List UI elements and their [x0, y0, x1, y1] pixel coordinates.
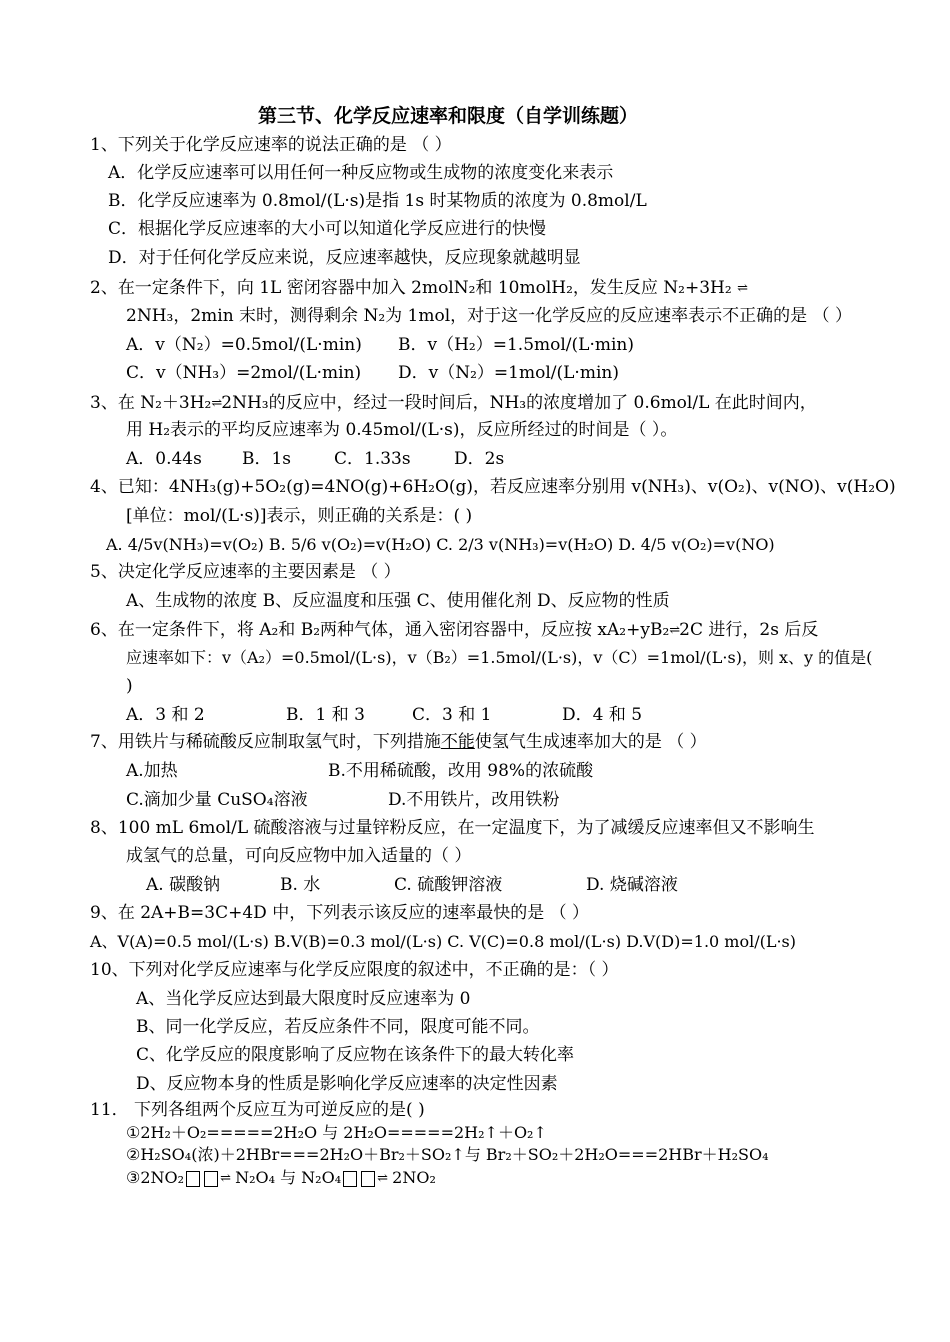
q1-option-b: B．化学反应速率为 0.8mol/(L·s)是指 1s 时某物质的浓度为 0.8mol/L: [108, 191, 647, 211]
q4-stem-line2: [单位：mol/(L·s)]表示，则正确的关系是：( ): [126, 506, 473, 526]
q10-option-c: C、化学反应的限度影响了反应物在该条件下的最大转化率: [136, 1045, 575, 1065]
q1-stem: 1、下列关于化学反应速率的说法正确的是 （ ）: [90, 135, 452, 155]
q6-stem-line1: [90, 619, 818, 641]
equilibrium-arrow-icon: ⇌: [211, 395, 222, 411]
q7-option-a: A.加热: [126, 761, 178, 781]
q6-stem-text-b: 2C 进行，2s 后反: [679, 620, 819, 640]
q10-stem: 10、下列对化学反应速率与化学反应限度的叙述中，不正确的是：（ ）: [90, 960, 619, 980]
q3-option-b: B．1s: [242, 449, 292, 469]
q10-option-a: A、当化学反应达到最大限度时反应速率为 0: [136, 989, 471, 1009]
q7-stem-underlined: 不能: [440, 732, 475, 752]
q9-options: A、V(A)=0.5 mol/(L·s) B.V(B)=0.3 mol/(L·s) C. V(C)=0.8 mol/(L·s) D.V(D)=1.0 mol/(L·s): [90, 932, 797, 951]
q3-stem-line2: 用 H₂表示的平均反应速率为 0.45mol/(L·s)，反应所经过的时间是（ ）。: [126, 420, 678, 440]
q7-option-c: C.滴加少量 CuSO₄溶液: [126, 790, 308, 810]
q3-option-c: C．1.33s: [334, 449, 411, 469]
q2-option-b: B．v（H₂）=1.5mol/(L·min): [398, 335, 634, 355]
missing-glyph-box-icon: [361, 1171, 375, 1187]
q2-option-d: D．v（N₂）=1mol/(L·min): [398, 363, 619, 383]
q9-stem: 9、在 2A+B=3C+4D 中，下列表示该反应的速率最快的是 （ ）: [90, 903, 590, 923]
q10-option-b: B、同一化学反应，若反应条件不同，限度可能不同。: [136, 1017, 540, 1037]
equilibrium-arrow-icon: ⇌: [220, 1170, 230, 1186]
q11-line2: ②H₂SO₄(浓)＋2HBr===2H₂O＋Br₂＋SO₂↑与 Br₂＋SO₂＋2H₂O===2HBr＋H₂SO₄: [126, 1145, 769, 1164]
q11-stem: 11． 下列各组两个反应互为可逆反应的是( ): [90, 1100, 425, 1120]
q8-option-c: C. 硫酸钾溶液: [394, 875, 503, 895]
q7-stem: [90, 731, 707, 753]
q7-stem-text-a: 7、用铁片与稀硫酸反应制取氢气时，下列措施: [90, 732, 441, 752]
q3-stem-text-b: 2NH₃的反应中，经过一段时间后，NH₃的浓度增加了 0.6mol/L 在此时间内，: [221, 393, 817, 413]
q8-option-b: B. 水: [280, 875, 321, 895]
q7-stem-text-b: 使氢气生成速率加大的是 （ ）: [474, 732, 707, 752]
q11-line3-text-b: N₂O₄ 与 N₂O₄: [235, 1168, 342, 1187]
q6-stem-text-a: 6、在一定条件下，将 A₂和 B₂两种气体，通入密闭容器中，反应按 xA₂+yB₂: [90, 620, 670, 640]
q1-option-c: C．根据化学反应速率的大小可以知道化学反应进行的快慢: [108, 219, 547, 239]
q4-stem-line1: 4、已知：4NH₃(g)+5O₂(g)=4NO(g)+6H₂O(g)，若反应速率分别用 v(NH₃)、v(O₂)、v(NO)、v(H₂O): [90, 477, 896, 497]
q11-line3-text-a: ③2NO₂: [126, 1168, 185, 1187]
q6-stem-line2: 应速率如下：v（A₂）=0.5mol/(L·s)，v（B₂）=1.5mol/(L·s)，v（C）=1mol/(L·s)，则 x、y 的值是(: [126, 648, 873, 667]
q8-option-d: D. 烧碱溶液: [586, 875, 678, 895]
q5-options: A、生成物的浓度 B、反应温度和压强 C、使用催化剂 D、反应物的性质: [126, 591, 670, 611]
q3-stem-text-a: 3、在 N₂＋3H₂: [90, 393, 212, 413]
q1-option-d: D．对于任何化学反应来说，反应速率越快，反应现象就越明显: [108, 248, 581, 268]
q2-stem-text: 2、在一定条件下，向 1L 密闭容器中加入 2molN₂和 10molH₂，发生反应 N₂+3H₂: [90, 278, 732, 298]
q3-option-a: A．0.44s: [126, 449, 202, 469]
q6-option-b: B．1 和 3: [286, 705, 365, 725]
q2-option-a: A．v（N₂）=0.5mol/(L·min): [126, 335, 362, 355]
q3-option-d: D．2s: [454, 449, 505, 469]
q2-option-c: C．v（NH₃）=2mol/(L·min): [126, 363, 362, 383]
q6-option-d: D．4 和 5: [562, 705, 643, 725]
q11-line3: [126, 1167, 436, 1189]
q6-stem-line3: ): [126, 676, 133, 696]
q8-stem-line1: 8、100 mL 6mol/L 硫酸溶液与过量锌粉反应，在一定温度下，为了减缓反应速率但又不影响生: [90, 818, 815, 838]
q11-line1: ①2H₂＋O₂=====2H₂O 与 2H₂O=====2H₂↑＋O₂↑: [126, 1123, 547, 1142]
q11-line3-text-c: 2NO₂: [392, 1168, 436, 1187]
q6-option-a: A．3 和 2: [126, 705, 205, 725]
missing-glyph-box-icon: [186, 1171, 200, 1187]
q3-stem-line1: [90, 392, 817, 414]
q1-option-a: A．化学反应速率可以用任何一种反应物或生成物的浓度变化来表示: [108, 163, 614, 183]
q8-option-a: A. 碳酸钠: [146, 875, 221, 895]
q10-option-d: D、反应物本身的性质是影响化学反应速率的决定性因素: [136, 1074, 558, 1094]
q6-option-c: C．3 和 1: [412, 705, 492, 725]
q7-option-d: D.不用铁片，改用铁粉: [388, 790, 560, 810]
q4-options: A. 4/5v(NH₃)=v(O₂) B. 5/6 v(O₂)=v(H₂O) C. 2/3 v(NH₃)=v(H₂O) D. 4/5 v(O₂)=v(NO): [106, 535, 775, 554]
equilibrium-arrow-icon: ⇌: [377, 1170, 388, 1186]
q7-option-b: B.不用稀硫酸，改用 98%的浓硫酸: [328, 761, 594, 781]
missing-glyph-box-icon: [204, 1171, 218, 1187]
equilibrium-arrow-icon: ⇌: [669, 622, 680, 638]
page-title: 第三节、化学反应速率和限度（自学训练题）: [258, 105, 639, 127]
q8-stem-line2: 成氢气的总量，可向反应物中加入适量的（ ）: [126, 846, 472, 866]
equilibrium-arrow-icon: ⇌: [737, 280, 748, 296]
q2-stem-line1: [90, 277, 747, 299]
q5-stem: 5、决定化学反应速率的主要因素是 （ ）: [90, 562, 401, 582]
q2-stem-line2: 2NH₃，2min 末时，测得剩余 N₂为 1mol，对于这一化学反应的反应速率表示不正确的是 （ ）: [126, 306, 852, 326]
missing-glyph-box-icon: [343, 1171, 357, 1187]
